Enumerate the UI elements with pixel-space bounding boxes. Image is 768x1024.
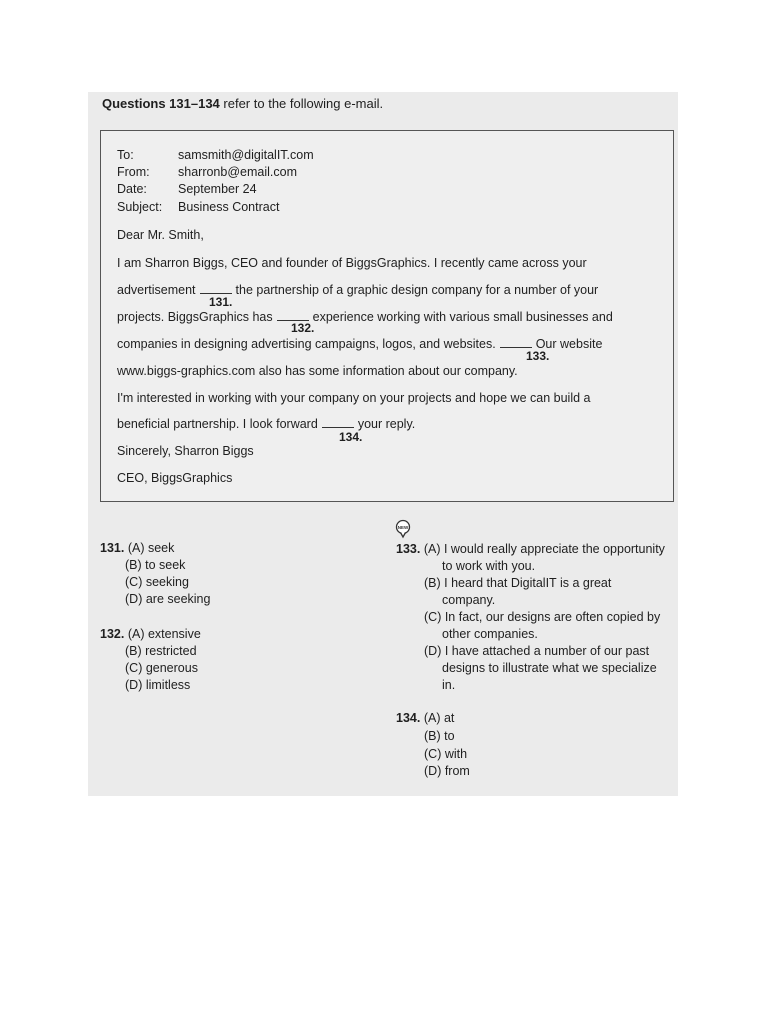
q133-option-a[interactable]: 133. (A) I would really appreciate the opportunity xyxy=(396,542,665,556)
q132-option-d[interactable]: (D) limitless xyxy=(125,678,191,692)
to-value: samsmith@digitalIT.com xyxy=(178,148,314,162)
blank-131 xyxy=(200,283,232,294)
email-line-5: www.biggs-graphics.com also has some information about our company. xyxy=(117,364,518,378)
q131-option-a[interactable]: 131. (A) seek xyxy=(100,541,175,555)
q134-number: 134. xyxy=(396,711,421,725)
email-signoff: Sincerely, Sharron Biggs xyxy=(117,444,254,458)
new-question-icon xyxy=(395,519,411,539)
subject-label: Subject: xyxy=(117,200,163,214)
q133-option-d-cont2: in. xyxy=(442,678,456,692)
q132-option-b[interactable]: (B) restricted xyxy=(125,644,197,658)
blank-label-134: 134. xyxy=(339,430,363,444)
blank-132 xyxy=(277,310,309,321)
q131-option-b[interactable]: (B) to seek xyxy=(125,558,186,572)
date-label: Date: xyxy=(117,182,147,196)
date-value: September 24 xyxy=(178,182,257,196)
email-signature: CEO, BiggsGraphics xyxy=(117,471,233,485)
email-line-4: companies in designing advertising campaigns, logos, and websites. Our website xyxy=(117,337,603,351)
blank-label-131: 131. xyxy=(209,295,233,309)
blank-133 xyxy=(500,337,532,348)
q133-option-c-cont: other companies. xyxy=(442,627,538,641)
questions-heading: Questions 131–134 refer to the following e-mail. xyxy=(102,96,384,111)
email-line-2: advertisement the partnership of a graphic design company for a number of your xyxy=(117,283,599,297)
q134-option-c[interactable]: (C) with xyxy=(424,747,468,761)
q133-option-d-cont: designs to illustrate what we specialize xyxy=(442,661,657,675)
q133-option-b[interactable]: (B) I heard that DigitalIT is a great xyxy=(424,576,612,590)
q132-option-c[interactable]: (C) generous xyxy=(125,661,198,675)
email-line-3: projects. BiggsGraphics has experience working with various small businesses and xyxy=(117,310,613,324)
blank-label-133: 133. xyxy=(526,349,550,363)
q134-option-a[interactable]: 134. (A) at xyxy=(396,711,455,725)
to-label: To: xyxy=(117,148,134,162)
q133-option-c[interactable]: (C) In fact, our designs are often copied by xyxy=(424,610,661,624)
q133-number: 133. xyxy=(396,542,421,556)
blank-label-132: 132. xyxy=(291,321,315,335)
subject-value: Business Contract xyxy=(178,200,280,214)
email-line-1: I am Sharron Biggs, CEO and founder of BiggsGraphics. I recently came across your xyxy=(117,256,587,270)
from-value: sharronb@email.com xyxy=(178,165,297,179)
from-label: From: xyxy=(117,165,150,179)
q131-option-c[interactable]: (C) seeking xyxy=(125,575,189,589)
q132-number: 132. xyxy=(100,627,125,641)
email-line-7: beneficial partnership. I look forward your reply. xyxy=(117,417,416,431)
q131-option-d[interactable]: (D) are seeking xyxy=(125,592,211,606)
svg-text:NEW: NEW xyxy=(397,525,409,530)
email-line-6: I'm interested in working with your company on your projects and hope we can build a xyxy=(117,391,591,405)
email-greeting: Dear Mr. Smith, xyxy=(117,228,204,242)
q134-option-b[interactable]: (B) to xyxy=(424,729,455,743)
q133-option-d[interactable]: (D) I have attached a number of our past xyxy=(424,644,650,658)
q133-option-b-cont: company. xyxy=(442,593,496,607)
q132-option-a[interactable]: 132. (A) extensive xyxy=(100,627,201,641)
q134-option-d[interactable]: (D) from xyxy=(424,764,470,778)
q131-number: 131. xyxy=(100,541,125,555)
q133-option-a-cont: to work with you. xyxy=(442,559,536,573)
blank-134 xyxy=(322,417,354,428)
